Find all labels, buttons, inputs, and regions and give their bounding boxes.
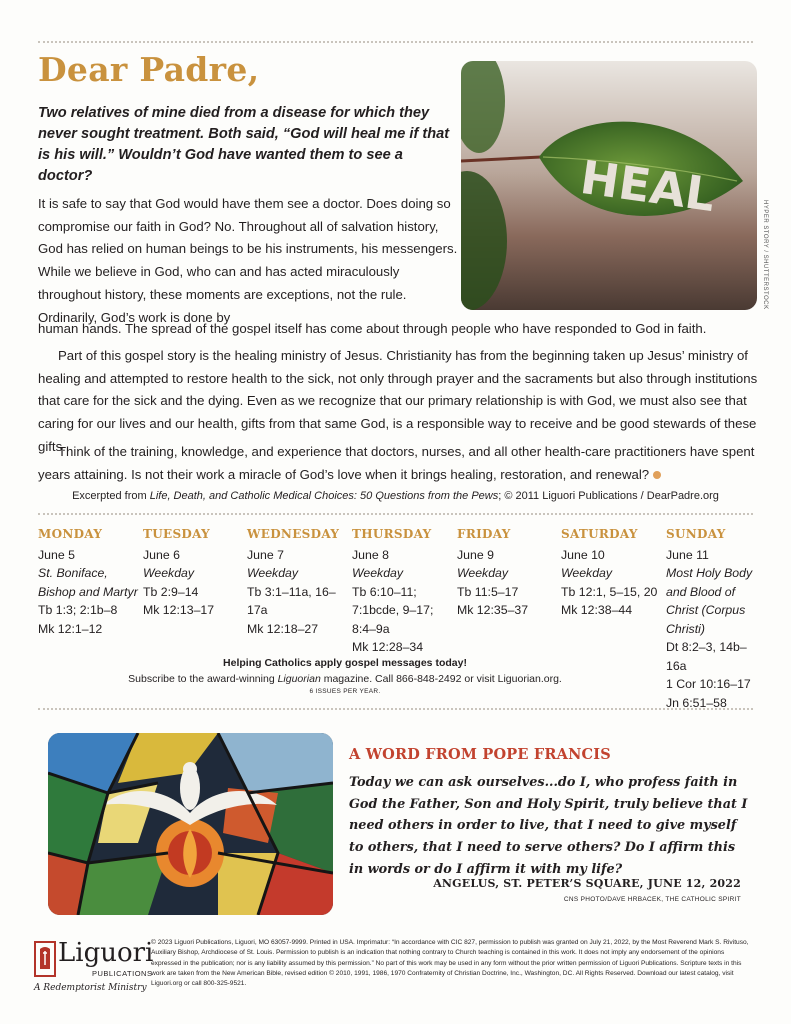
day-date: June 8 [352, 547, 389, 562]
day-name: WEDNESDAY [247, 527, 340, 541]
promo-suffix: magazine. Call 866-848-2492 or visit Liguorian.org. [320, 673, 562, 685]
day-feast: Weekday [352, 566, 404, 580]
liguori-logo [34, 938, 154, 996]
day-feast: Weekday [561, 566, 613, 580]
answer-paragraph-1: It is safe to say that God would have them see a doctor. Does doing so compromise our faith in God? No. Throughout all of salvation history, God has relied on human beings to be his instruments, his messengers. While we believe in God, who can and has acted miraculously throughout history, these moments are exceptions, not the rule. Ordinarily, God’s work is done by [38, 196, 458, 325]
calendar-day-sunday [666, 525, 766, 712]
day-reading: Tb 1:3; 2:1b–8 [38, 603, 118, 617]
calendar-day-thursday [352, 525, 452, 657]
photo-credit: HYPER STORY / SHUTTERSTOCK [762, 200, 768, 310]
reader-question: Two relatives of mine died from a disease for which they never sought treatment. Both said, “God will heal me if that is his will.” Wouldn’t God have wanted them to see a doctor? [38, 105, 450, 184]
day-reading: Tb 6:10–11; 7:1bcde, 9–17; 8:4–9a [352, 584, 434, 636]
day-reading: Mk 12:18–27 [247, 621, 319, 636]
day-reading: Jn 6:51–58 [666, 695, 727, 710]
stained-glass-illustration [48, 733, 333, 915]
pope-section-heading: A WORD FROM POPE FRANCIS [349, 746, 611, 763]
day-date: June 6 [143, 547, 180, 562]
day-reading: Dt 8:2–3, 14b–16a [666, 640, 747, 673]
logo-publications: PUBLICATIONS [92, 969, 153, 978]
liguori-emblem-icon [34, 941, 56, 977]
excerpt-credit [0, 490, 791, 502]
day-date: June 11 [666, 547, 709, 562]
calendar-bottom-divider [38, 708, 753, 710]
calendar-day-wednesday [247, 525, 347, 638]
day-name: SATURDAY [561, 527, 638, 541]
day-reading: Tb 3:1–11a, 16–17a [247, 584, 336, 617]
day-name: MONDAY [38, 527, 103, 541]
heal-leaf-illustration [461, 61, 757, 310]
day-name: TUESDAY [143, 527, 210, 541]
day-date: June 9 [457, 547, 494, 562]
top-divider [38, 41, 753, 43]
day-reading: Mk 12:1–12 [38, 621, 103, 636]
day-date: June 10 [561, 547, 605, 562]
legal-copyright: © 2023 Liguori Publications, Liguori, MO 63057-9999. Printed in USA. Imprimatur: “In accordance with CIC 827, permission to publish was granted on July 21, 2022, by the Most Reverend Mark S. Rivituso, Auxiliary Bishop, Archdiocese of St. Louis. Permission to publish is an indication that nothing contrary to Church teaching is contained in this work. It does not imply any endorsement of the opinions expressed in the publication; nor is any liability assumed by this permission.” No part of this work may be used in any form without the prior written permission of Liguori Publications. Scripture texts in this work are taken from the New American Bible, revised edition © 2010, 1991, 1986, 1970 Confraternity of Christian Doctrine, Inc., Washington, DC. All Rights Reserved. Download our latest catalog, visit Liguori.org or call 800-325-9521. [151, 939, 749, 988]
day-feast: Weekday [247, 566, 299, 580]
logo-wordmark: Liguori [58, 938, 154, 968]
calendar-top-divider [38, 513, 753, 515]
calendar-day-saturday [561, 525, 661, 620]
pope-attribution: ANGELUS, ST. PETER’S SQUARE, JUNE 12, 2022 [433, 877, 741, 890]
answer-paragraph-2: Part of this gospel story is the healing ministry of Jesus. Christianity has from the beginning taken up Jesus’ ministry of healing and attempted to restore health to the sick, not only through prayer and the sacraments but also through institutions that care for the sick and the dying. Even as we recognize that our primary relationship is with God, we must also see that caring for our lives and our health, gifts from that same God, is a responsible way to receive and be good stewards of these gifts. [38, 348, 758, 454]
day-feast: St. Boniface, Bishop and Martyr [38, 566, 138, 599]
pope-quote: Today we can ask ourselves...do I, who profess faith in God the Father, Son and Holy Spirit, truly believe that I need others in order to live, that I need to give myself to others, that I need to serve others? Do I affirm this in words or do I affirm it with my life? [349, 775, 748, 877]
pope-photo-credit: CNS PHOTO/DAVE HRBACEK, THE CATHOLIC SPIRIT [563, 896, 741, 903]
day-feast: Most Holy Body and Blood of Christ (Corpus Christi) [666, 566, 753, 636]
day-reading: Tb 12:1, 5–15, 20 [561, 584, 658, 599]
day-name: THURSDAY [352, 527, 432, 541]
end-mark-icon [653, 471, 661, 479]
excerpt-book-title: Life, Death, and Catholic Medical Choices: 50 Questions from the Pews [149, 490, 499, 502]
excerpt-suffix: ; © 2011 Liguori Publications / DearPadre.org [498, 490, 719, 502]
calendar-day-tuesday [143, 525, 243, 620]
day-feast: Weekday [143, 566, 195, 580]
paragraph-3-text: Think of the training, knowledge, and experience that doctors, nurses, and all other health-care practitioners have spent years attaining. Is not their work a miracle of God’s love when it brings healing, restoration, and renewal? [38, 444, 755, 482]
day-name: SUNDAY [666, 527, 726, 541]
calendar-day-monday [38, 525, 138, 638]
day-date: June 7 [247, 547, 284, 562]
promo-prefix: Subscribe to the award-winning [128, 673, 278, 685]
day-feast: Weekday [457, 566, 509, 580]
answer-paragraph-3 [38, 441, 758, 486]
day-reading: Mk 12:13–17 [143, 603, 215, 617]
calendar-day-friday [457, 525, 557, 620]
day-name: FRIDAY [457, 527, 511, 541]
excerpt-prefix: Excerpted from [72, 490, 150, 502]
promo-issues: 6 ISSUES PER YEAR. [309, 688, 381, 695]
promo-subscribe [110, 673, 580, 685]
stained-glass-dove-image [48, 733, 333, 915]
heal-leaf-photo [461, 61, 757, 310]
day-reading: Tb 11:5–17 [457, 584, 519, 599]
answer-paragraph-1-end: human hands. The spread of the gospel itself has come about through people who have responded to God in faith. [38, 321, 707, 336]
svg-text:HEAL: HEAL [577, 149, 719, 223]
day-reading: Tb 2:9–14 [143, 584, 199, 599]
day-reading: Mk 12:28–34 [352, 640, 424, 654]
page-title: Dear Padre, [38, 50, 260, 89]
day-date: June 5 [38, 547, 75, 562]
promo-magazine: Liguorian [277, 673, 321, 685]
day-reading: 1 Cor 10:16–17 [666, 677, 751, 691]
day-reading: Mk 12:35–37 [457, 603, 529, 617]
promo-headline: Helping Catholics apply gospel messages today! [223, 657, 467, 669]
logo-tagline: A Redemptorist Ministry [34, 983, 147, 993]
day-reading: Mk 12:38–44 [561, 603, 633, 617]
